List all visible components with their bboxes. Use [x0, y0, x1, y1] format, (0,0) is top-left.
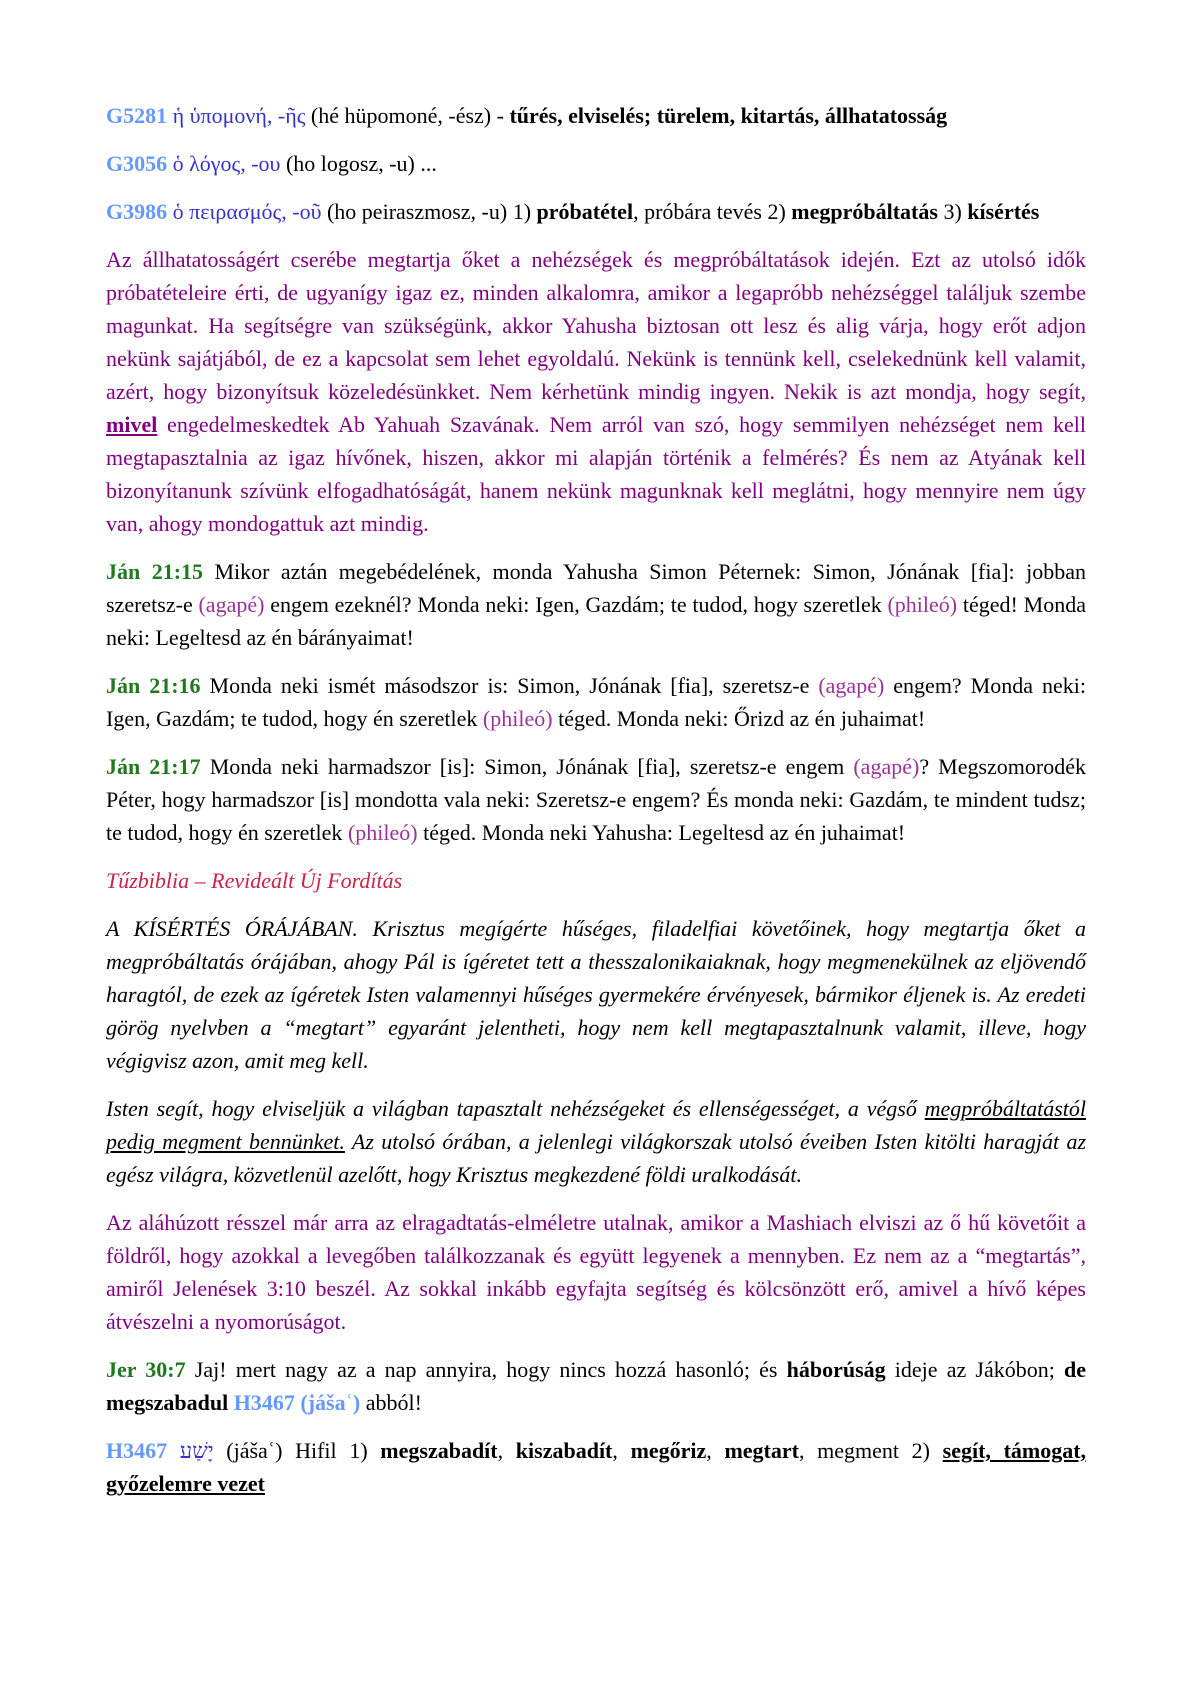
text-segment: abból! — [360, 1390, 422, 1415]
text-segment: ἡ ὑπομονή, -ῆς — [167, 103, 311, 128]
lexicon-entry-h3467 — [106, 1434, 1086, 1500]
text-segment: (ho peiraszmosz, -u) 1) — [326, 199, 537, 224]
text-segment: Jaj! mert nagy az a nap annyira, hogy nincs hozzá hasonló; és — [185, 1357, 787, 1382]
text-segment: Ján 21:17 — [106, 754, 201, 779]
text-segment: (agapé) — [818, 673, 885, 698]
quote-paragraph — [106, 1092, 1086, 1191]
lexicon-entry-g3056 — [106, 147, 1086, 180]
text-segment: megőriz — [630, 1438, 707, 1463]
text-segment: G3056 — [106, 151, 168, 176]
text-segment: kiszabadít — [515, 1438, 613, 1463]
text-segment: 3) — [937, 199, 968, 224]
text-segment: Monda neki harmadszor [is]: Simon, Jónának [fia], szeretsz-e engem — [200, 754, 854, 779]
verse-jan-21-15 — [106, 555, 1086, 654]
text-segment: (hé hüpomoné, -ész) - — [310, 103, 510, 128]
text-segment: engem? Monda neki: Igen, Gazdám; te tudod, hogy én szeretlek — [106, 673, 1086, 731]
text-segment: engedelmeskedtek Ab Yahuah Szavának. Nem arról van szó, hogy semmilyen nehézséget nem kell megtapasztalnia az igaz hívőnek, hiszen, akkor mi alapján történik a felmérés? És nem az Atyának kell bizonyítanunk szívünk elfogadhatóságát, hanem nekünk magunknak kell meglátni, hogy mennyire nem úgy van, ahogy mondogattuk azt mindig. — [106, 412, 1086, 536]
text-segment: de megszabadul — [106, 1357, 1086, 1415]
lexicon-entry-g3986 — [106, 195, 1086, 228]
text-segment: ? Megszomorodék Péter, hogy harmadszor [is] mondotta vala neki: Szeretsz-e engem? És monda neki: Gazdám, te mindent tudsz; te tudod, hogy én szeretlek — [106, 754, 1087, 845]
text-segment: G5281 — [106, 103, 168, 128]
text-segment: Jer 30:7 — [106, 1357, 186, 1382]
commentary-paragraph — [106, 243, 1086, 540]
text-segment: H3467 (jášaʿ) — [233, 1390, 361, 1415]
text-segment: Mikor aztán megebédelének, monda Yahusha Simon Péternek: Simon, Jónának [fia]: jobban szeretsz-e — [106, 559, 1086, 617]
text-segment: megpróbáltatás — [791, 199, 938, 224]
text-segment: (phileó) — [887, 592, 958, 617]
text-segment: megpróbáltatástól pedig megment bennünket. — [106, 1096, 1086, 1154]
commentary-paragraph — [106, 1206, 1086, 1338]
text-segment: , megment 2) — [798, 1438, 943, 1463]
text-segment: יָשַׁע — [167, 1438, 227, 1463]
text-segment: (agapé) — [853, 754, 920, 779]
text-segment: Ján 21:16 — [106, 673, 201, 698]
text-segment: segít, támogat, győzelemre vezet — [106, 1438, 1087, 1496]
text-segment: ὁ πειρασμός, -οῦ — [167, 199, 327, 224]
text-segment: Ján 21:15 — [106, 559, 204, 584]
text-segment: A KÍSÉRTÉS ÓRÁJÁBAN. Krisztus megígérte hűséges, filadelfiai követőinek, hogy megtartja őket a megpróbáltatás órájában, ahogy Pál is ígéretet tett a thesszalonikaiaknak, hogy megmenekülnek az eljövendő haragtól, de ezek az ígéretek Isten valamennyi hűséges gyermekére érvényesek, bármikor éljenek is. Az eredeti görög nyelvben a “megtart” egyaránt jelentheti, hogy nem kell megtapasztalnunk valamit, illeve, hogy végigvisz azon, amit meg kell. — [106, 916, 1086, 1073]
lexicon-entry-g5281 — [106, 99, 1086, 132]
text-segment: (phileó) — [482, 706, 553, 731]
verse-jer-30-7 — [106, 1353, 1086, 1419]
text-segment: kísértés — [967, 199, 1040, 224]
text-segment: , — [497, 1438, 516, 1463]
text-segment: téged. Monda neki Yahusha: Legeltesd az én juhaimat! — [417, 820, 906, 845]
text-segment: engem ezeknél? Monda neki: Igen, Gazdám; te tudod, hogy szeretlek — [264, 592, 888, 617]
text-segment: Isten segít, hogy elviseljük a világban tapasztalt nehézségeket és ellenségességet, a végső — [106, 1096, 925, 1121]
text-segment: tűrés, elviselés; türelem, kitartás, állhatatosság — [509, 103, 948, 128]
text-segment: megszabadít — [380, 1438, 498, 1463]
text-segment: téged! Monda neki: Legeltesd az én bárányaimat! — [106, 592, 1086, 650]
source-heading — [106, 864, 1086, 897]
text-segment: G3986 — [106, 199, 168, 224]
text-segment: (agapé) — [198, 592, 265, 617]
text-segment: ὁ λόγος, -ου — [167, 151, 286, 176]
verse-jan-21-16 — [106, 669, 1086, 735]
text-segment: (jášaʿ) Hifil 1) — [226, 1438, 381, 1463]
text-segment: , — [706, 1438, 725, 1463]
text-segment: Monda neki ismét másodszor is: Simon, Jónának [fia], szeretsz-e — [200, 673, 819, 698]
text-segment: H3467 — [106, 1438, 168, 1463]
text-segment: háborúság — [786, 1357, 886, 1382]
text-segment: , — [612, 1438, 631, 1463]
text-segment: (ho logosz, -u) ... — [285, 151, 437, 176]
text-segment: ideje az Jákóbon; — [885, 1357, 1064, 1382]
text-segment: Tűzbiblia – Revideált Új Fordítás — [106, 868, 403, 893]
text-segment: Az aláhúzott résszel már arra az elragadtatás-elméletre utalnak, amikor a Mashiach elviszi az ő hű követőit a földről, hogy azokkal a levegőben találkozzanak és együtt legyenek a mennyben. Ez nem az a “megtartás”, amiről Jelenések 3:10 beszél. Az sokkal inkább egyfajta segítség és kölcsönzött erő, amivel a hívő képes átvészelni a nyomorúságot. — [106, 1210, 1086, 1334]
text-segment: mivel — [106, 412, 158, 437]
text-segment: téged. Monda neki: Őrizd az én juhaimat! — [552, 706, 926, 731]
text-segment: próbatétel — [536, 199, 634, 224]
quote-paragraph — [106, 912, 1086, 1077]
text-segment: (phileó) — [347, 820, 418, 845]
text-segment: Az utolsó órában, a jelenlegi világkorszak utolsó éveiben Isten kitölti haragját az egész világra, közvetlenül azelőtt, hogy Krisztus megkezdené földi uralkodását. — [106, 1129, 1086, 1187]
text-segment: , próbára tevés 2) — [633, 199, 792, 224]
text-segment: megtart — [724, 1438, 799, 1463]
verse-jan-21-17 — [106, 750, 1086, 849]
text-segment: Az állhatatosságért cserébe megtartja őket a nehézségek és megpróbáltatások idején. Ezt az utolsó idők próbatételeire érti, de ugyanígy igaz ez, minden alkalomra, amikor a legapróbb nehézséggel találjuk szembe magunkat. Ha segítségre van szükségünk, akkor Yahusha biztosan ott lesz és alig várja, hogy erőt adjon nekünk sajátjából, de ez a kapcsolat sem lehet egyoldalú. Nekünk is tennünk kell, cselekednünk kell valamit, azért, hogy bizonyítsuk közeledésünkket. Nem kérhetünk mindig ingyen. Nekik is azt mondja, hogy segít, — [106, 247, 1086, 404]
